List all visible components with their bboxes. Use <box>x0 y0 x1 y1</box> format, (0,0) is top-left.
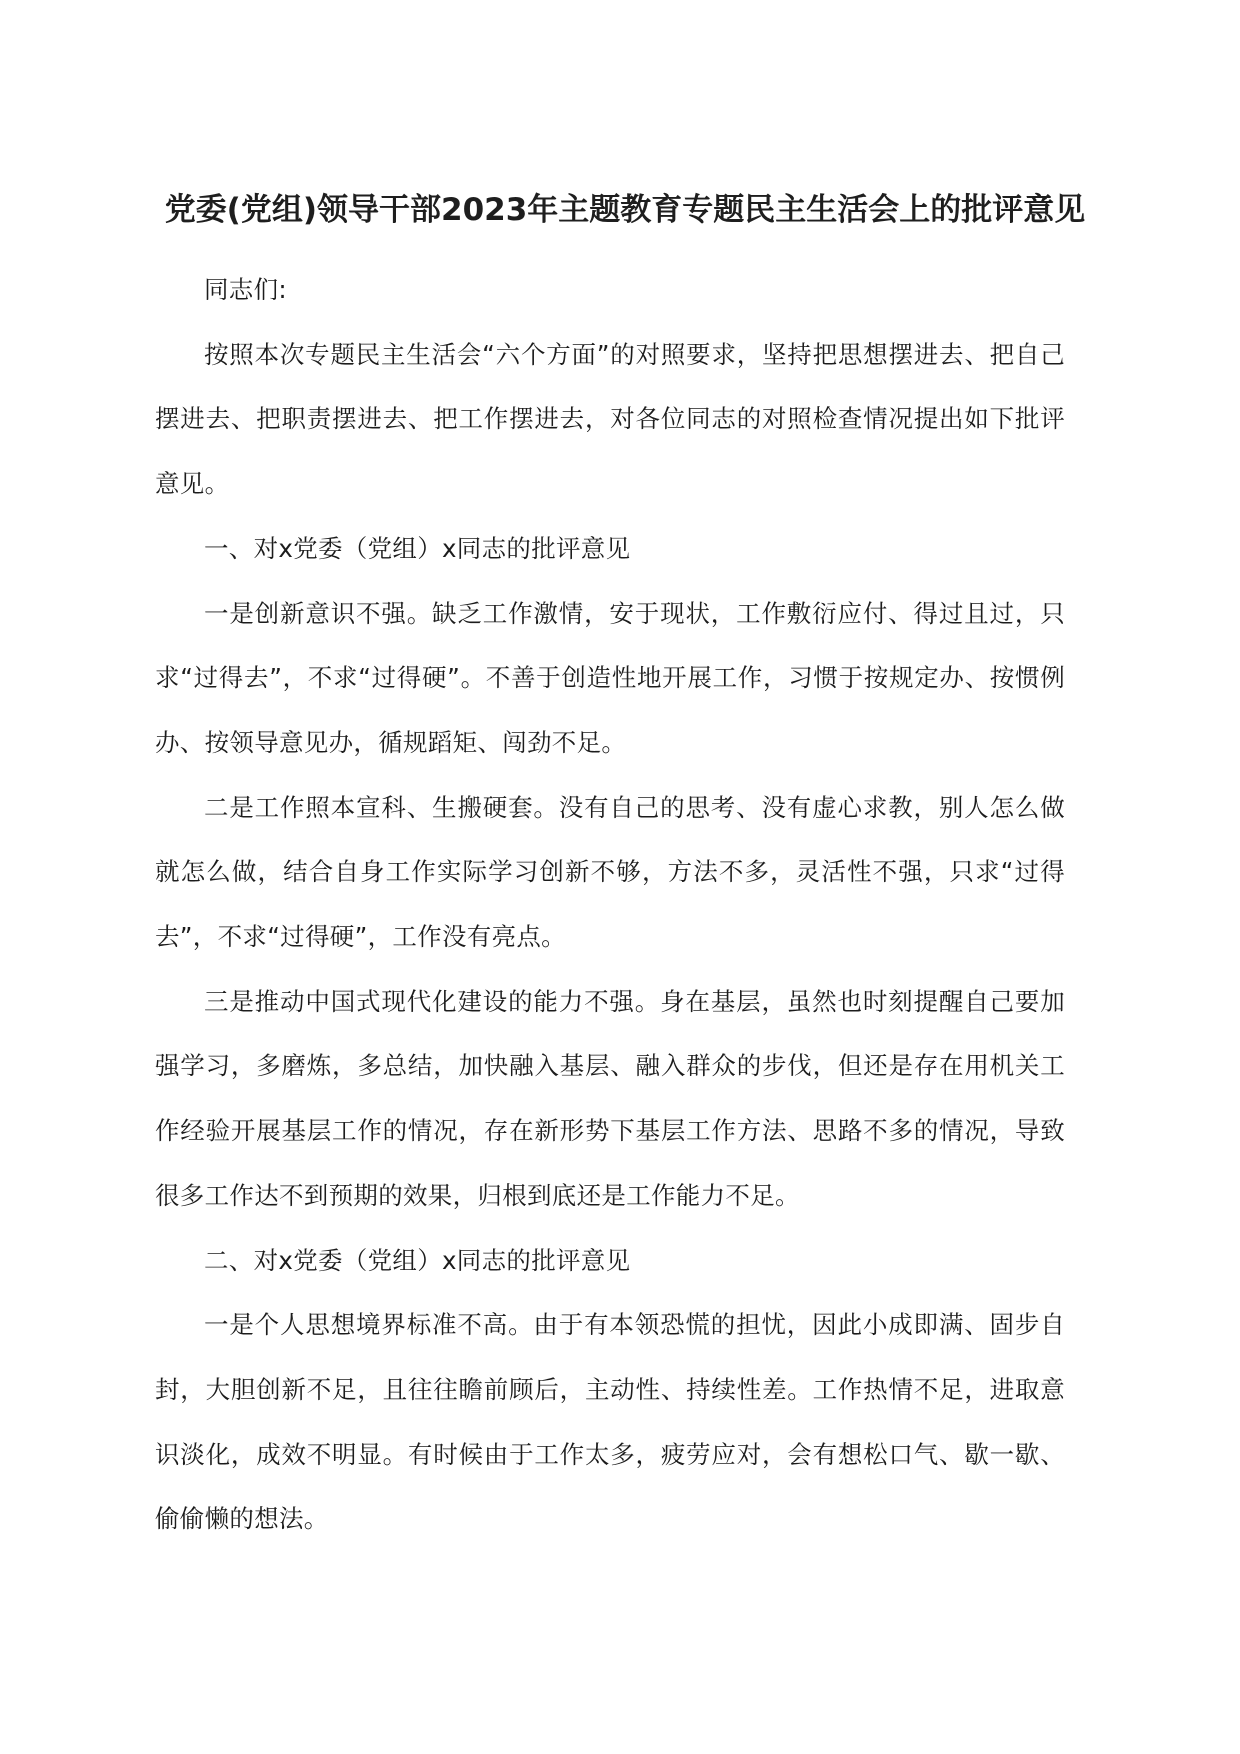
section-heading: 二、对x党委（党组）x同志的批评意见 <box>204 1245 631 1275</box>
section-heading: 一、对x党委（党组）x同志的批评意见 <box>204 533 631 563</box>
intro-paragraph: 按照本次专题民主生活会“六个方面”的对照要求，坚持把思想摆进去、把自己摆进去、把职责摆进去、把工作摆进去，对各位同志的对照检查情况提出如下批评意见。 <box>155 339 1065 499</box>
document-title: 党委(党组)领导干部2023年主题教育专题民主生活会上的批评意见 <box>164 192 1086 228</box>
critique-paragraph: 三是推动中国式现代化建设的能力不强。身在基层，虽然也时刻提醒自己要加强学习，多磨炼，多总结，加快融入基层、融入群众的步伐，但还是存在用机关工作经验开展基层工作的情况，存在新形势下基层工作方法、思路不多的情况，导致很多工作达不到预期的效果，归根到底还是工作能力不足。 <box>155 986 1065 1210</box>
salutation: 同志们: <box>204 275 287 304</box>
critique-paragraph: 一是创新意识不强。缺乏工作激情，安于现状，工作敷衍应付、得过且过，只求“过得去”，不求“过得硬”。不善于创造性地开展工作，习惯于按规定办、按惯例办、按领导意见办，循规蹈矩、闯劲不足。 <box>155 598 1065 757</box>
critique-paragraph: 二是工作照本宣科、生搬硬套。没有自己的思考、没有虚心求教，别人怎么做就怎么做，结合自身工作实际学习创新不够，方法不多，灵活性不强，只求“过得去”，不求“过得硬”，工作没有亮点。 <box>155 792 1065 952</box>
critique-paragraph: 一是个人思想境界标准不高。由于有本领恐慌的担忧，因此小成即满、固步自封，大胆创新不足，且往往瞻前顾后，主动性、持续性差。工作热情不足，进取意识淡化，成效不明显。有时候由于工作太多，疲劳应对，会有想松口气、歇一歇、偷偷懒的想法。 <box>155 1310 1065 1534</box>
document-body <box>155 258 1065 1552</box>
